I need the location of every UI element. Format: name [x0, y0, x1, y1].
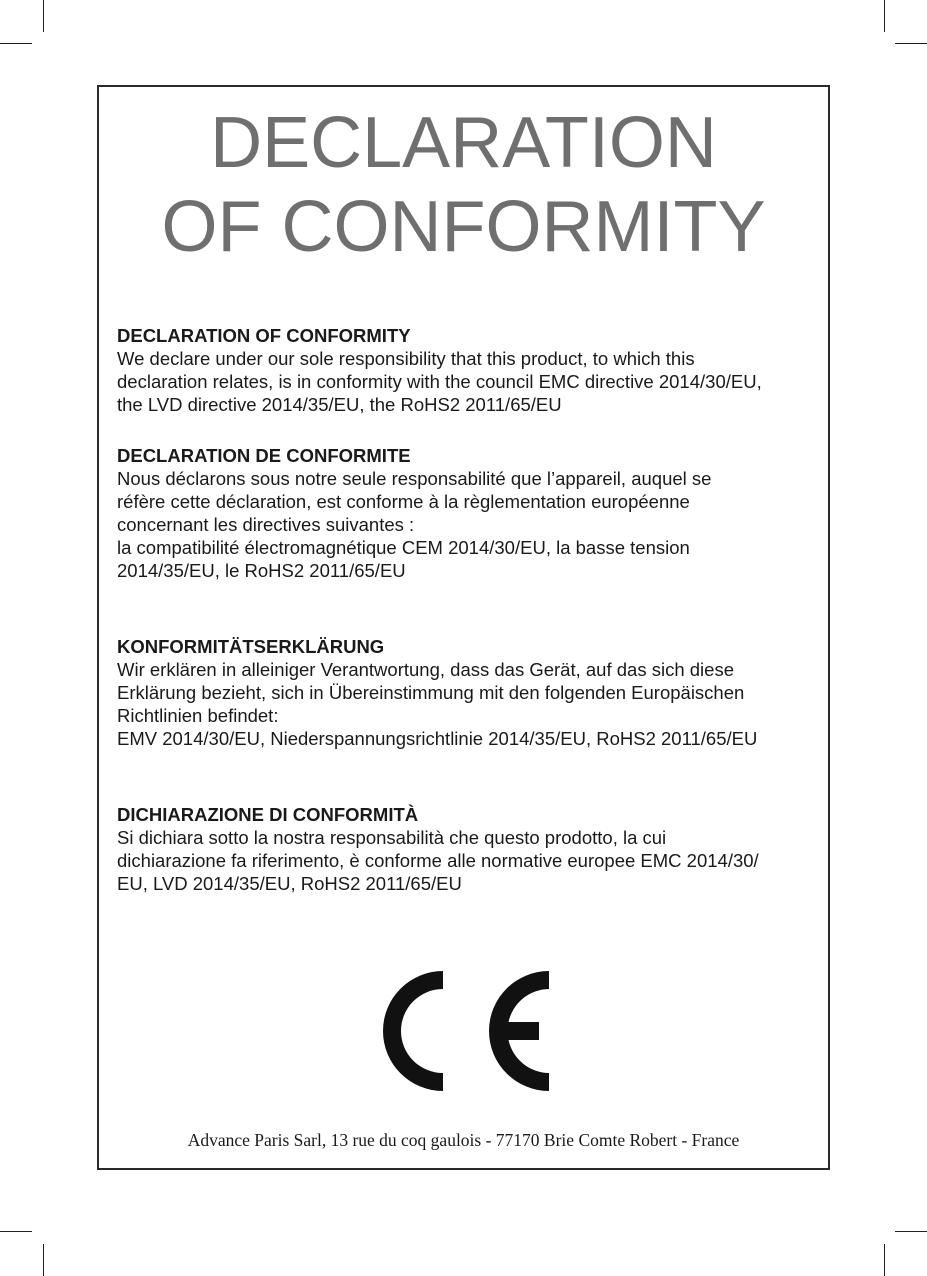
section-line: 2014/35/EU, le RoHS2 2011/65/EU	[117, 560, 406, 581]
section-line: la compatibilité électromagnétique CEM 2014/30/EU, la basse tension	[117, 537, 690, 558]
ce-mark-icon	[375, 967, 555, 1095]
section-line: Wir erklären in alleiniger Verantwortung, dass das Gerät, auf das sich diese	[117, 659, 734, 680]
section-german	[117, 635, 822, 750]
section-italian	[117, 803, 822, 895]
section-line: dichiarazione fa riferimento, è conforme alle normative europee EMC 2014/30/	[117, 850, 759, 871]
crop-mark	[895, 1231, 927, 1232]
section-line: concernant les directives suivantes :	[117, 514, 415, 535]
section-heading: DECLARATION OF CONFORMITY	[117, 325, 411, 346]
crop-mark	[884, 1244, 885, 1276]
section-line: declaration relates, is in conformity with the council EMC directive 2014/30/EU,	[117, 371, 762, 392]
section-line: the LVD directive 2014/35/EU, the RoHS2 2011/65/EU	[117, 394, 562, 415]
crop-mark	[0, 1231, 32, 1232]
crop-mark	[0, 43, 32, 44]
section-line: Erklärung bezieht, sich in Übereinstimmung mit den folgenden Europäischen	[117, 682, 745, 703]
section-line: We declare under our sole responsibility that this product, to which this	[117, 348, 695, 369]
page-title-line-1: DECLARATION	[210, 103, 717, 183]
section-heading: DICHIARAZIONE DI CONFORMITÀ	[117, 804, 419, 825]
section-line: réfère cette déclaration, est conforme à la règlementation européenne	[117, 491, 690, 512]
section-heading: DECLARATION DE CONFORMITE	[117, 445, 411, 466]
section-line: Si dichiara sotto la nostra responsabilità che questo prodotto, la cui	[117, 827, 667, 848]
section-french	[117, 444, 822, 582]
crop-mark	[43, 1244, 44, 1276]
page-title-line-2: OF CONFORMITY	[161, 187, 766, 267]
section-line: Richtlinien befindet:	[117, 705, 279, 726]
section-line: EU, LVD 2014/35/EU, RoHS2 2011/65/EU	[117, 873, 462, 894]
section-line: EMV 2014/30/EU, Niederspannungsrichtlinie 2014/35/EU, RoHS2 2011/65/EU	[117, 728, 758, 749]
crop-mark	[884, 0, 885, 32]
section-english	[117, 324, 822, 416]
document-frame	[97, 85, 830, 1170]
crop-mark	[43, 0, 44, 32]
section-line: Nous déclarons sous notre seule responsabilité que l’appareil, auquel se	[117, 468, 712, 489]
section-heading: KONFORMITÄTSERKLÄRUNG	[117, 636, 385, 657]
company-address: Advance Paris Sarl, 13 rue du coq gaulois - 77170 Brie Comte Robert - France	[187, 1130, 740, 1150]
crop-mark	[895, 43, 927, 44]
